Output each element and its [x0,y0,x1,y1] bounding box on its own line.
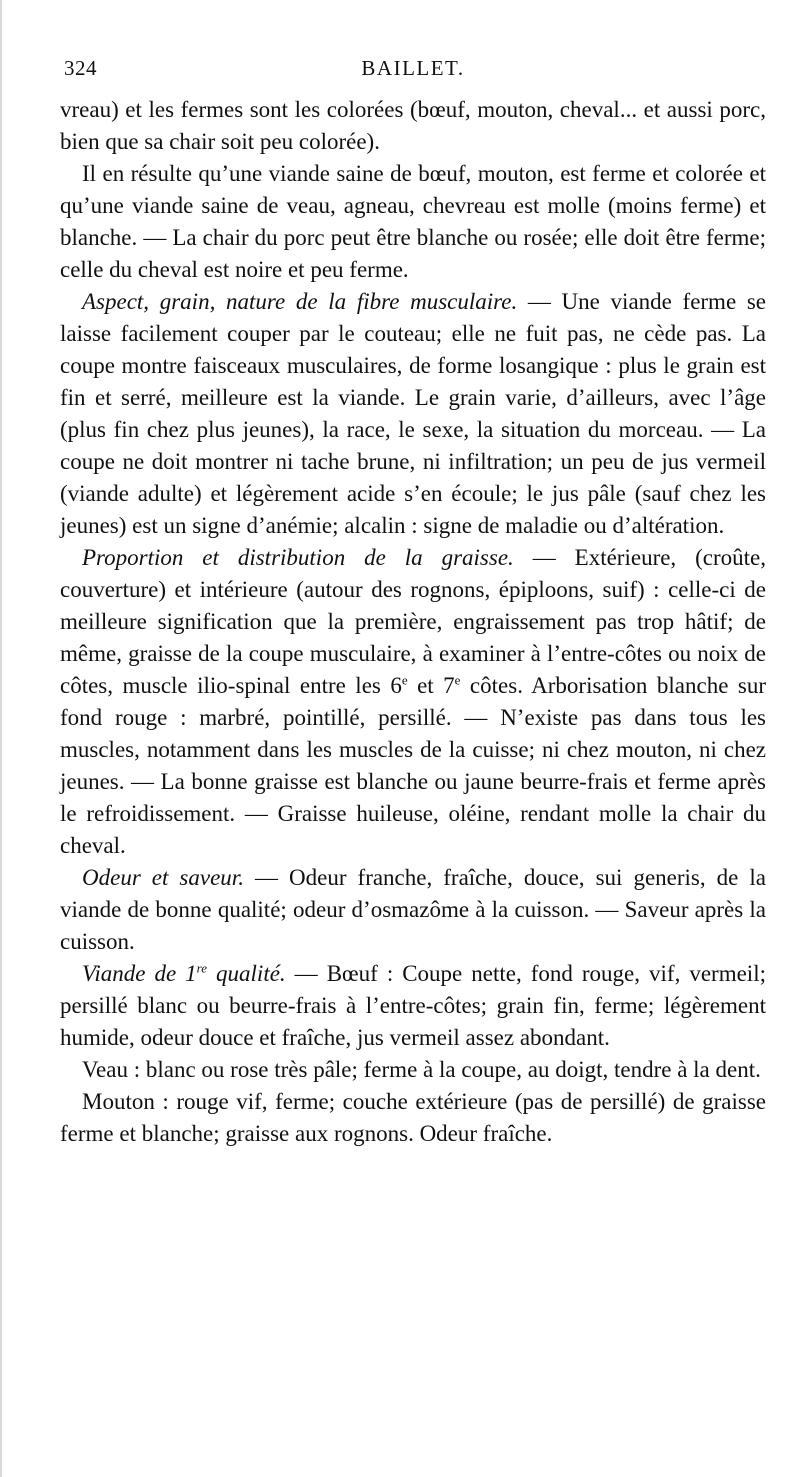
paragraph-text: — Odeur franche, fraîche, douce, sui generis, de la viande de bonne qualité; odeur d’osmazôme à la cuisson. — Saveur après la cuisson. [60,865,766,954]
superscript: e [454,672,461,688]
paragraph-text: — Extérieure, (croûte, couverture) et intérieure (autour des rognons, épiploons, suif) : celle-ci de meilleure signification que la première, engraissement pas trop hâtif; de même, graisse de la coupe musculaire, à examiner à l’entre-côtes ou noix de côtes, muscle ilio-spinal entre les 6 [60,545,766,698]
section-title-fat: Proportion et distribution de la graisse. [82,545,514,570]
superscript: re [196,960,208,976]
page-number: 324 [64,56,97,80]
paragraph-text: Mouton : rouge vif, ferme; couche extérieure (pas de persillé) de graisse ferme et blanche; graisse aux rognons. Odeur fraîche. [60,1089,766,1146]
superscript: e [401,672,408,688]
section-title-aspect: Aspect, grain, nature de la fibre musculaire. [82,289,518,314]
paragraph-text: — Une viande ferme se laisse facilement couper par le couteau; elle ne fuit pas, ne cède pas. La coupe montre faisceaux musculaires, de forme losangique : plus le grain est fin et serré, meilleure est la viande. Le grain varie, d’ailleurs, avec l’âge (plus fin chez plus jeunes), la race, le sexe, la situation du morceau. — La coupe ne doit montrer ni tache brune, ni infiltration; un peu de jus vermeil (viande adulte) et légèrement acide s’en écoule; le jus pâle (sauf chez les jeunes) est un signe d’anémie; alcalin : signe de maladie ou d’altération. [60,289,766,538]
section-title-quality [82,961,286,986]
body-text [60,94,766,1150]
paragraph-continuation [60,94,766,158]
paragraph-first-quality [60,958,766,1054]
paragraph-color-firmness [60,158,766,286]
running-head: BAILLET. [361,56,465,80]
paragraph-mutton [60,1086,766,1150]
paragraph-odor-flavor [60,862,766,958]
page-header [60,56,766,86]
paragraph-text: Il en résulte qu’une viande saine de bœuf, mouton, est ferme et colorée et qu’une viande saine de veau, agneau, chevreau est molle (moins ferme) et blanche. — La chair du porc peut être blanche ou rosée; elle doit être ferme; celle du cheval est noire et peu ferme. [60,161,766,282]
paragraph-text: côtes. Arborisation blanche sur fond rouge : marbré, pointillé, persillé. — N’existe pas dans tous les muscles, notamment dans les muscles de la cuisse; ni chez mouton, ni chez jeunes. — La bonne graisse est blanche ou jaune beurre-frais et ferme après le refroidissement. — Graisse huileuse, oléine, rendant molle la chair du cheval. [60,673,766,858]
section-title-odor: Odeur et saveur. [82,865,244,890]
page-edge [0,0,2,1477]
title-part: Viande de 1 [82,961,197,986]
title-part: qualité. [207,961,286,986]
paragraph-text: — Bœuf : Coupe nette, fond rouge, vif, vermeil; persillé blanc ou beurre-frais à l’entre-côtes; grain fin, ferme; légèrement humide, odeur douce et fraîche, jus vermeil assez abondant. [60,961,766,1050]
paragraph-text: et 7 [407,673,455,698]
paragraph-aspect-grain [60,286,766,542]
paragraph-text: vreau) et les fermes sont les colorées (bœuf, mouton, cheval... et aussi porc, bien que sa chair soit peu colorée). [60,97,766,154]
paragraph-text: Veau : blanc ou rose très pâle; ferme à la coupe, au doigt, tendre à la dent. [82,1057,761,1082]
paragraph-fat-distribution [60,542,766,862]
paragraph-veal [60,1054,766,1086]
